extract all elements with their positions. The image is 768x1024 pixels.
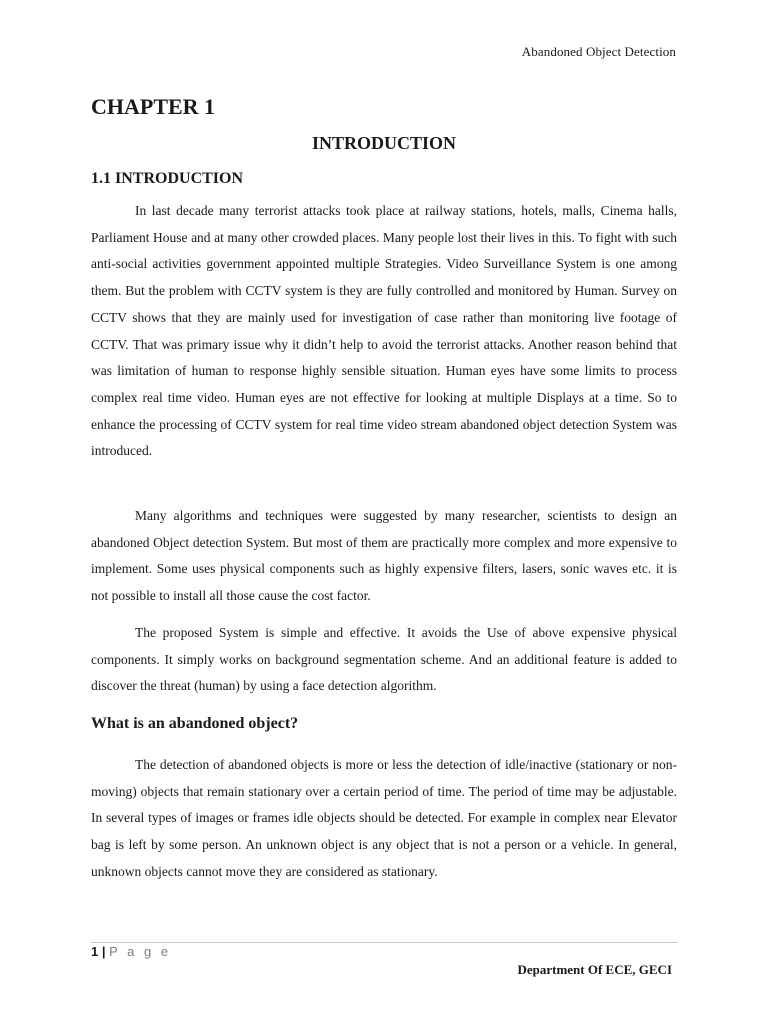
paragraph: The proposed System is simple and effective. It avoids the Use of above expensive physical components. It simply works on background segmentation scheme. And an additional feature is added to discover the threat (human) by using a face detection algorithm.	[91, 625, 677, 694]
paragraph: In last decade many terrorist attacks took place at railway stations, hotels, malls, Cinema halls, Parliament House and at many other crowded places. Many people lost their lives in this. To fight with such anti-social activities government appointed multiple Strategies. Video Surveillance System is one among them. But the problem with CCTV system is they are fully controlled and monitored by Human. Survey on CCTV shows that they are mainly used for investigation of case rather than monitoring live footage of CCTV. That was primary issue why it didn’t help to avoid the terrorist attacks. Another reason behind that was limitation of human to response highly sensible situation. Human eyes have some limits to process complex real time video. Human eyes are not effective for looking at multiple Displays at a time. So to enhance the processing of CCTV system for real time video stream abandoned object detection System was introduced.	[91, 203, 677, 459]
footer-divider	[91, 942, 678, 943]
chapter-label: CHAPTER 1	[91, 94, 216, 119]
running-header: Abandoned Object Detection	[521, 44, 676, 59]
paragraph: The detection of abandoned objects is more or less the detection of idle/inactive (stationary or non-moving) objects that remain stationary over a certain period of time. The period of time may be adjustable. In several types of images or frames idle objects should be detected. For example in complex near Elevator bag is left by some person. An unknown object is any object that is not a person or a vehicle. In general, unknown objects cannot move they are considered as stationary.	[91, 757, 677, 879]
page-number	[91, 944, 171, 959]
section-heading-introduction: 1.1 INTRODUCTION	[91, 170, 244, 187]
page-number-value: 1	[91, 944, 99, 959]
chapter-title: INTRODUCTION	[311, 133, 457, 153]
section-heading-abandoned-object: What is an abandoned object?	[91, 715, 299, 732]
department-footer: Department Of ECE, GECI	[517, 962, 672, 977]
paragraph: Many algorithms and techniques were suggested by many researcher, scientists to design an abandoned Object detection System. But most of them are practically more complex and more expensive to implement. Some uses physical components such as highly expensive filters, lasers, sonic waves etc. it is not possible to install all those cause the cost factor.	[91, 508, 677, 604]
page-separator: |	[101, 944, 106, 959]
page-word: P a g e	[109, 944, 172, 959]
